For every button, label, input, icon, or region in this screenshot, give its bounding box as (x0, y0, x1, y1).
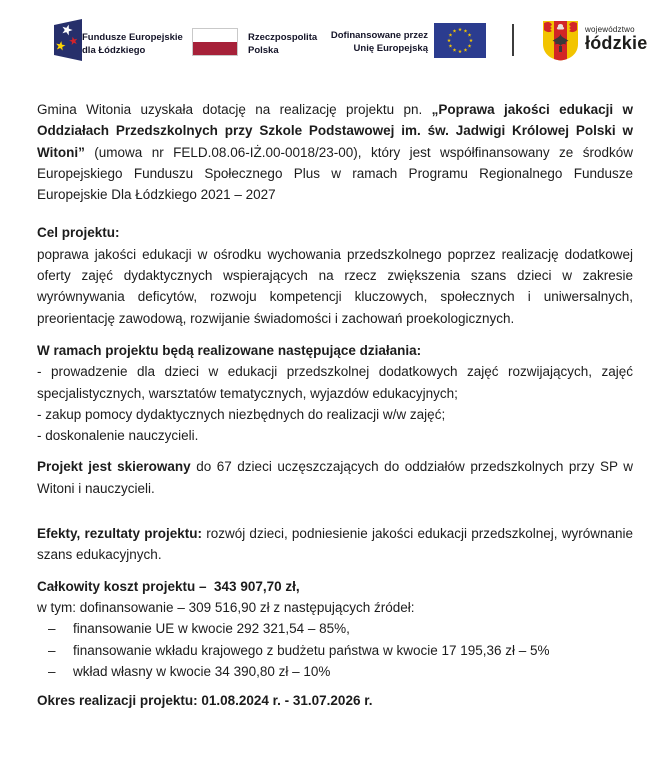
section-okres: Okres realizacji projektu: 01.08.2024 r. - 31.07.2026 r. (37, 693, 373, 709)
section-efekty (37, 523, 633, 566)
poland-flag-icon (192, 28, 238, 56)
skierowany-rest: do 67 dzieci uczęszczających do oddziałów przedszkolnych przy SP w Witoni i nauczycieli. (37, 459, 633, 496)
dash-bullet: – (48, 621, 56, 637)
koszt-subheading: w tym: dofinansowanie – 309 516,90 zł z następujących źródeł: (37, 599, 415, 615)
eu-flag-icon (434, 23, 486, 58)
koszt-item-text: finansowanie wkładu krajowego z budżetu państwa w kwocie 17 195,36 zł – 5% (73, 642, 550, 658)
section-skierowany (37, 456, 633, 499)
koszt-list-item (37, 661, 633, 682)
rzeczpospolita-polska-label (248, 31, 317, 57)
funding-logos-header (0, 0, 670, 90)
skierowany-bold: Projekt jest skierowany (37, 459, 191, 475)
koszt-heading: Całkowity koszt projektu – 343 907,70 zł, (37, 578, 300, 594)
eu-label-line2: Unię Europejską (353, 43, 428, 54)
section-koszt (37, 576, 633, 682)
section-cel-projektu (37, 222, 633, 328)
dzialania-heading: W ramach projektu będą realizowane następujące działania: (37, 342, 422, 358)
wl-label-big: łódzkie (585, 33, 648, 53)
efekty-bold: Efekty, rezultaty projektu: (37, 526, 202, 542)
fundusze-europejskie-label (82, 31, 183, 57)
fe-label-line1: Fundusze Europejskie (82, 32, 183, 43)
eu-label-line1: Dofinansowane przez (330, 30, 428, 41)
dofinansowane-ue-label (318, 29, 428, 55)
efekty-rest: rozwój dzieci, podniesienie jakości edukacji przedszkolnej, wyrównanie szans edukacyjnych. (37, 526, 633, 563)
section-dzialania (37, 340, 633, 446)
logo-separator-line (512, 24, 514, 56)
dash-bullet: – (48, 642, 56, 658)
koszt-item-text: wkład własny w kwocie 34 390,80 zł – 10% (73, 663, 331, 679)
dash-bullet: – (48, 663, 56, 679)
cel-body: poprawa jakości edukacji w ośrodku wychowania przedszkolnego poprzez realizację dodatkowej oferty zajęć dydaktycznych wspierających na rzecz zwiększenia szans dzieci w zakresie wyrównywania deficytów, rozwoju kompetencji kluczowych, społecznych i uniwersalnych, preorientację zawodową, rozwijanie świadomości i zachowań proekologicznych. (37, 246, 633, 326)
intro-text-2: (umowa nr FELD.08.06-IŻ.00-0018/23-00), który jest współfinansowany ze środków Europejskiego Funduszu Społecznego Plus w ramach Programu Regionalnego Fundusze Europejskie Dla Łódzkiego 2021 – 2027 (37, 144, 633, 203)
koszt-list-item (37, 618, 633, 639)
pl-label-line2: Polska (248, 45, 279, 56)
document-content (37, 99, 633, 711)
dzialania-item: - zakup pomocy dydaktycznych niezbędnych do realizacji w/w zajęć; (37, 406, 446, 422)
dzialania-item: - doskonalenie nauczycieli. (37, 428, 199, 444)
wl-label-small: województwo (585, 25, 635, 34)
dzialania-item: - prowadzenie dla dzieci w edukacji przedszkolnej dodatkowych zajęć rozwijających, zajęć specjalistycznych, warsztatów tematycznych, wyjazdów edukacyjnych; (37, 364, 633, 401)
intro-paragraph (37, 99, 633, 205)
fundusze-europejskie-flag-icon (50, 19, 82, 61)
fe-label-line2: dla Łódzkiego (82, 45, 146, 56)
cel-heading: Cel projektu: (37, 225, 120, 241)
pl-label-line1: Rzeczpospolita (248, 32, 318, 43)
koszt-list-item (37, 640, 633, 661)
koszt-list (37, 618, 633, 682)
koszt-item-text: finansowanie UE w kwocie 292 321,54 – 85%, (73, 621, 350, 637)
wojewodztwo-lodzkie-label (585, 25, 647, 53)
project-title: „Poprawa jakości edukacji w Oddziałach Przedszkolnych przy Szkole Podstawowej im. św. Jadwigi Królowej Polski w Witoni” (37, 102, 633, 160)
wojewodztwo-lodzkie-crest-icon (542, 20, 579, 61)
intro-text-1: Gmina Witonia uzyskała dotację na realizację projektu pn. (37, 102, 432, 117)
